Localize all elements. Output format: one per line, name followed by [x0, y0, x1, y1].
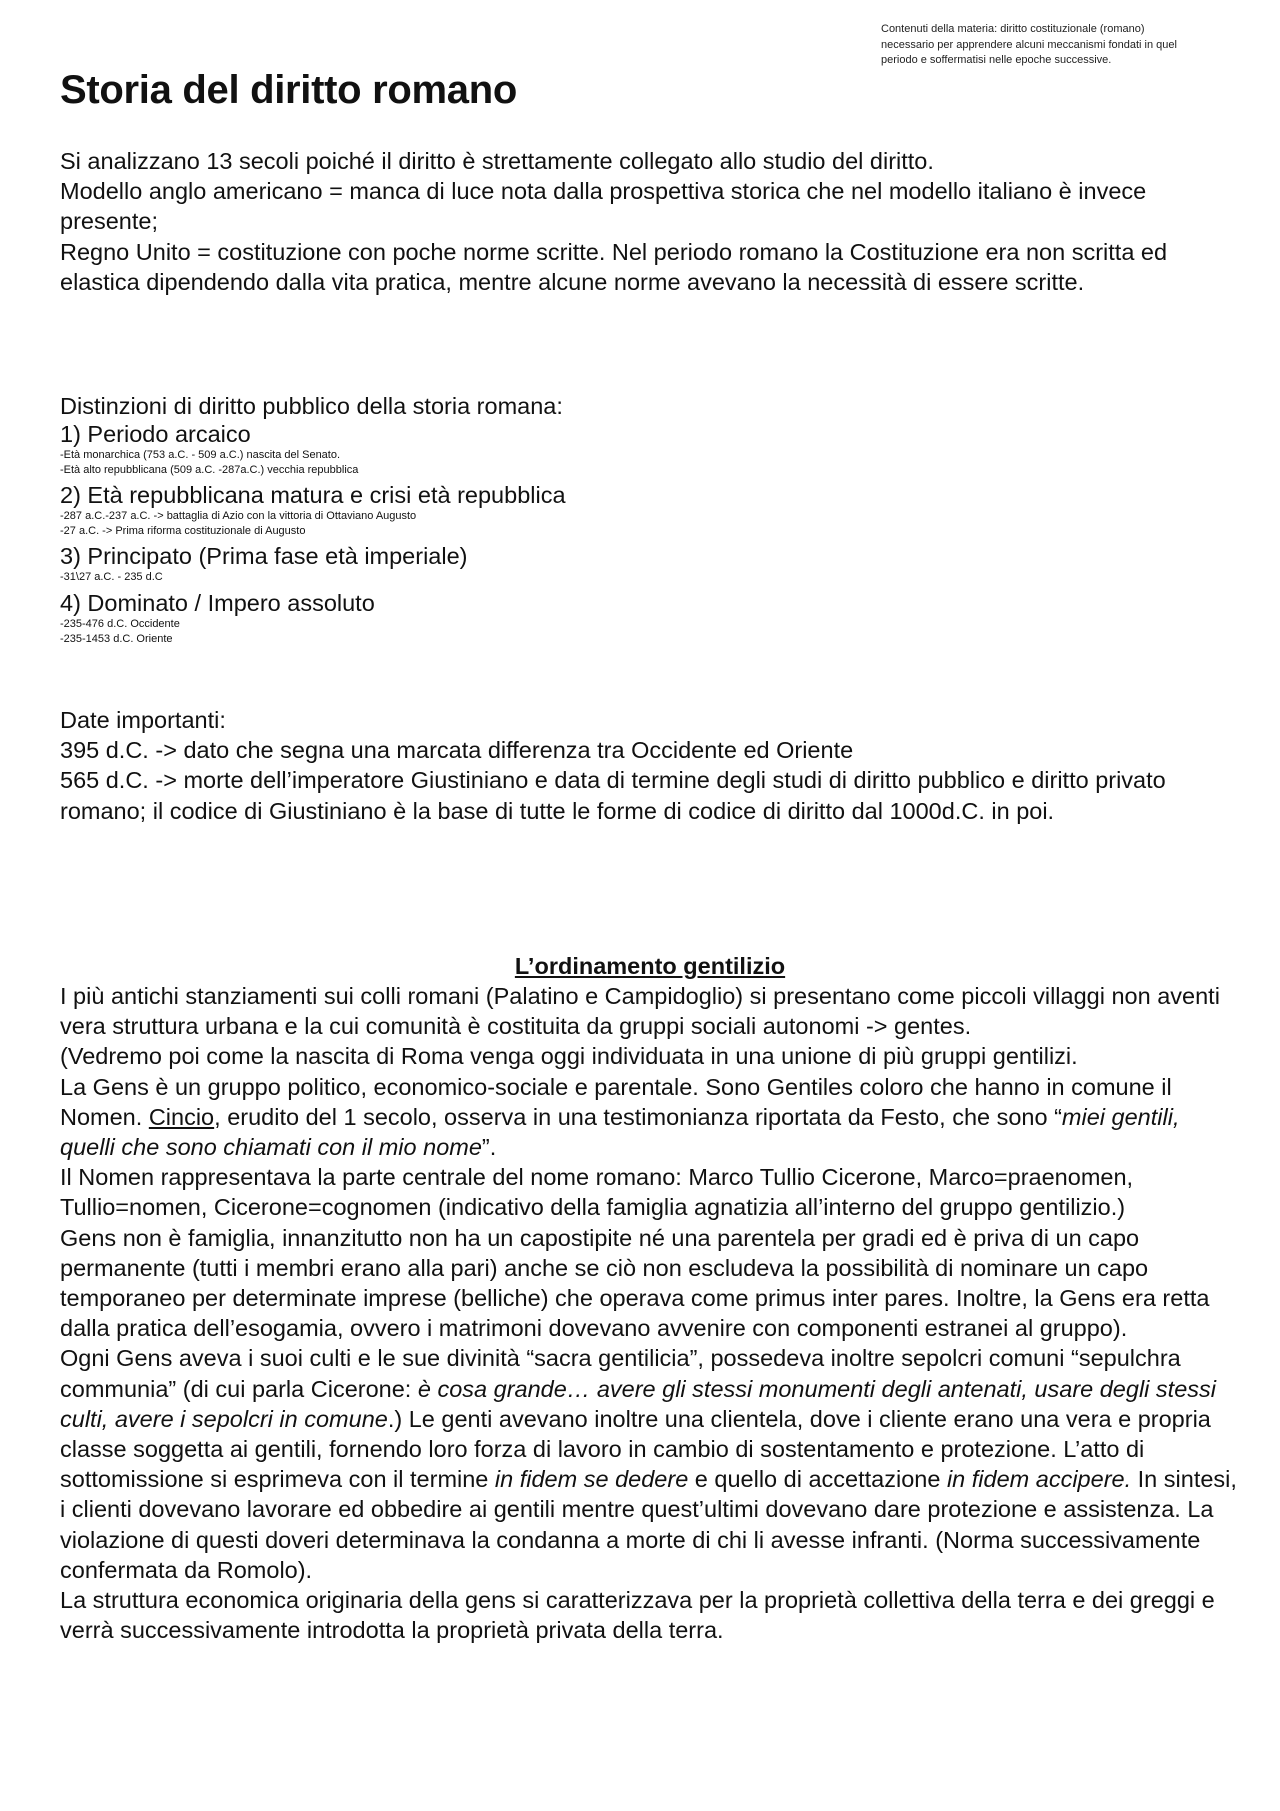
section-body [60, 981, 1240, 1645]
paragraph [60, 1343, 1240, 1585]
period-label: 4) Dominato / Impero assoluto [60, 589, 375, 616]
text-run: .) Le genti avevano inoltre una clientela, dove i cliente erano una vera e propria classe soggetta ai gentili, fornendo loro forza di lavoro in cambio di sostentamento e protezione. L’atto di sottomissione si esprimeva con il termine [60, 1405, 1211, 1493]
latin-term: in fidem se dedere [494, 1466, 689, 1493]
period-note: -31\27 a.C. - 235 d.C [60, 571, 163, 584]
quote-italic: miei gentili, quelli che sono chiamati con il mio nome [60, 1103, 1180, 1161]
quote-italic: è cosa grande… avere gli stessi monumenti degli antenati, usare degli stessi culti, avere i sepolcri in comune [60, 1375, 1216, 1432]
page-title: Storia del diritto romano [60, 68, 517, 112]
date-item: 395 d.C. -> dato che segna una marcata differenza tra Occidente ed Oriente [60, 737, 854, 764]
distinctions-heading: Distinzioni di diritto pubblico della storia romana: [60, 393, 563, 419]
period-note: -287 a.C.-237 a.C. -> battaglia di Azio con la vittoria di Ottaviano Augusto [60, 510, 417, 523]
text-run: ”. [481, 1134, 497, 1161]
text-run: La Gens è un gruppo politico, economico-sociale e parentale. Sono Gentiles coloro che hanno in comune il Nomen. [60, 1073, 1172, 1130]
text-run: In sintesi, i clienti dovevano lavorare ed obbedire ai gentili mentre quest’ultimi dovevano dare protezione e assistenza. La violazione di questi doveri determinava la condanna a morte di chi li avesse infranti. (Norma successivamente confermata da Romolo). [60, 1466, 1237, 1583]
date-item: 565 d.C. -> morte dell’imperatore Giustiniano e data di termine degli studi di diritto pubblico e diritto privato romano; il codice di Giustiniano è la base di tutte le forme di codice di diritto dal 1000d.C. in poi. [60, 767, 1166, 824]
period-note: -235-1453 d.C. Oriente [60, 632, 173, 645]
period-note: -27 a.C. -> Prima riforma costituzionale di Augusto [60, 524, 306, 537]
period-label: 3) Principato (Prima fase età imperiale) [60, 543, 468, 570]
period-note: -Età alto repubblicana (509 a.C. -287a.C.) vecchia repubblica [60, 463, 359, 476]
period-note: -235-476 d.C. Occidente [60, 617, 180, 630]
dates-heading: Date importanti: [60, 707, 226, 733]
dates-block [60, 705, 1240, 826]
text-run: e quello di accettazione [688, 1466, 947, 1493]
intro-line: Modello anglo americano = manca di luce nota dalla prospettiva storica che nel modello italiano è invece presente; [60, 178, 1147, 235]
distinctions-block [60, 392, 1240, 646]
period-label: 2) Età repubblicana matura e crisi età repubblica [60, 482, 566, 509]
intro-line: Si analizzano 13 secoli poiché il diritto è strettamente collegato allo studio del diritto. [60, 148, 934, 174]
paragraph [60, 1072, 1240, 1163]
section-heading: L’ordinamento gentilizio [514, 953, 786, 979]
intro-line: Regno Unito = costituzione con poche norme scritte. Nel periodo romano la Costituzione era non scritta ed elastica dipendendo dalla vita pratica, mentre alcune norme avevano la necessità di essere scritte. [60, 238, 1168, 295]
text-run: , erudito del 1 secolo, osserva in una testimonianza riportata da Festo, che sono “ [214, 1103, 1062, 1130]
paragraph: Il Nomen rappresentava la parte centrale del nome romano: Marco Tullio Cicerone, Marco=praenomen, Tullio=nomen, Cicerone=cognomen (indicativo della famiglia agnatizia all’interno del gruppo gentilizio.) [60, 1164, 1134, 1221]
paragraph: (Vedremo poi come la nascita di Roma venga oggi individuata in una unione di più gruppi gentilizi. [60, 1043, 1078, 1070]
period-label: 1) Periodo arcaico [60, 421, 251, 447]
intro-block [60, 146, 1240, 297]
paragraph: I più antichi stanziamenti sui colli romani (Palatino e Campidoglio) si presentano come piccoli villaggi non aventi vera struttura urbana e la cui comunità è costituita da gruppi sociali autonomi -> gentes. [60, 983, 1220, 1040]
text-run: Ogni Gens aveva i suoi culti e le sue divinità “sacra gentilicia”, possedeva inoltre sepolcri comuni “sepulchra communia” (di cui parla Cicerone: [60, 1345, 1181, 1402]
paragraph: La struttura economica originaria della gens si caratterizzava per la proprietà collettiva della terra e dei greggi e verrà successivamente introdotta la proprietà privata della terra. [60, 1587, 1215, 1644]
side-note: Contenuti della materia: diritto costituzionale (romano) necessario per apprendere alcuni meccanismi fondati in quel periodo e soffermatisi nelle epoche successive. [881, 23, 1177, 67]
cincio-link[interactable]: Cincio [148, 1103, 215, 1130]
paragraph: Gens non è famiglia, innanzitutto non ha un capostipite né una parentela per gradi ed è priva di un capo permanente (tutti i membri erano alla pari) anche se ciò non escludeva la possibilità di nominare un capo temporaneo per determinate imprese (belliche) che operava come primus inter pares. Inoltre, la Gens era retta dalla pratica dell’esogamia, ovvero i matrimoni dovevano avvenire con componenti estranei al gruppo). [60, 1224, 1210, 1342]
period-note: -Età monarchica (753 a.C. - 509 a.C.) nascita del Senato. [60, 449, 341, 461]
latin-term: in fidem accipere. [946, 1466, 1132, 1493]
